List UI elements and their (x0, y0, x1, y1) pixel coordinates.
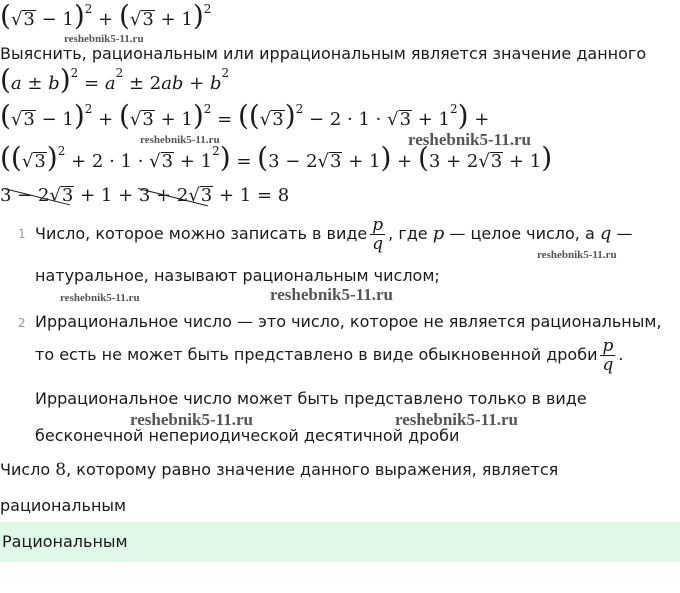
fraction-p-over-q: $\frac{p}{q}$ (372, 215, 384, 254)
definition-2-line-1: Иррациональное число — это число, которое не является рациональным, (35, 312, 662, 331)
definition-2-line-3: Иррациональное число может быть представлено только в виде (35, 389, 587, 408)
list-number: 1 (18, 227, 26, 241)
definition-1-line-1: Число, которое можно записать в виде $\frac{p}{q}$ , где p — целое число, а q — (35, 215, 633, 254)
conclusion-line-1: Число 8, которому равно значение данного выражения, является (0, 460, 559, 480)
intro-text: Выяснить, рациональным или иррациональным является значение данного (0, 44, 647, 63)
watermark: reshebnik5-11.ru (130, 410, 253, 429)
fraction-p-over-q: $\frac{p}{q}$ (602, 336, 614, 375)
watermark: reshebnik5-11.ru (395, 410, 518, 429)
conclusion-line-2: рациональным (0, 496, 127, 515)
list-number: 2 (18, 316, 26, 330)
step-3: 3 − 2√3 + 1 + 3 + 2√3 + 1 = 8 (0, 185, 290, 206)
step-2: $((√3)^2 + 2 \cdot 1 \cdot √3 + 1^2) = (3 - 2√3 + 1) + (3 + 2√3 + 1)$ (0, 141, 553, 174)
definition-2-line-2: то есть не может быть представлено в виде обыкновенной дроби $\frac{p}{q}$ . (35, 336, 624, 375)
step-1: $(√3 - 1)^2 + (√3 + 1)^2 = ((√3)^2 - 2 \cdot 1 \cdot √3 + 1^2)$ + (0, 99, 490, 132)
watermark: reshebnik5-11.ru (64, 33, 144, 45)
definition-2-line-4: бесконечной непериодической десятичной дроби (35, 426, 460, 445)
answer-box: Рациональным (0, 522, 680, 562)
definition-1-line-2: натуральное, называют рациональным числом; (35, 266, 440, 285)
square-formula: $(a \pm b)^2 = a^2 \pm 2ab + b^2$ (0, 63, 230, 96)
watermark: reshebnik5-11.ru (270, 285, 393, 304)
watermark: reshebnik5-11.ru (60, 292, 140, 304)
watermark: reshebnik5-11.ru (537, 249, 617, 261)
header-expression: $(√3 - 1)^2 + (√3 + 1)^2$ (0, 0, 212, 32)
watermark: reshebnik5-11.ru (140, 134, 220, 146)
watermark: reshebnik5-11.ru (408, 130, 531, 149)
